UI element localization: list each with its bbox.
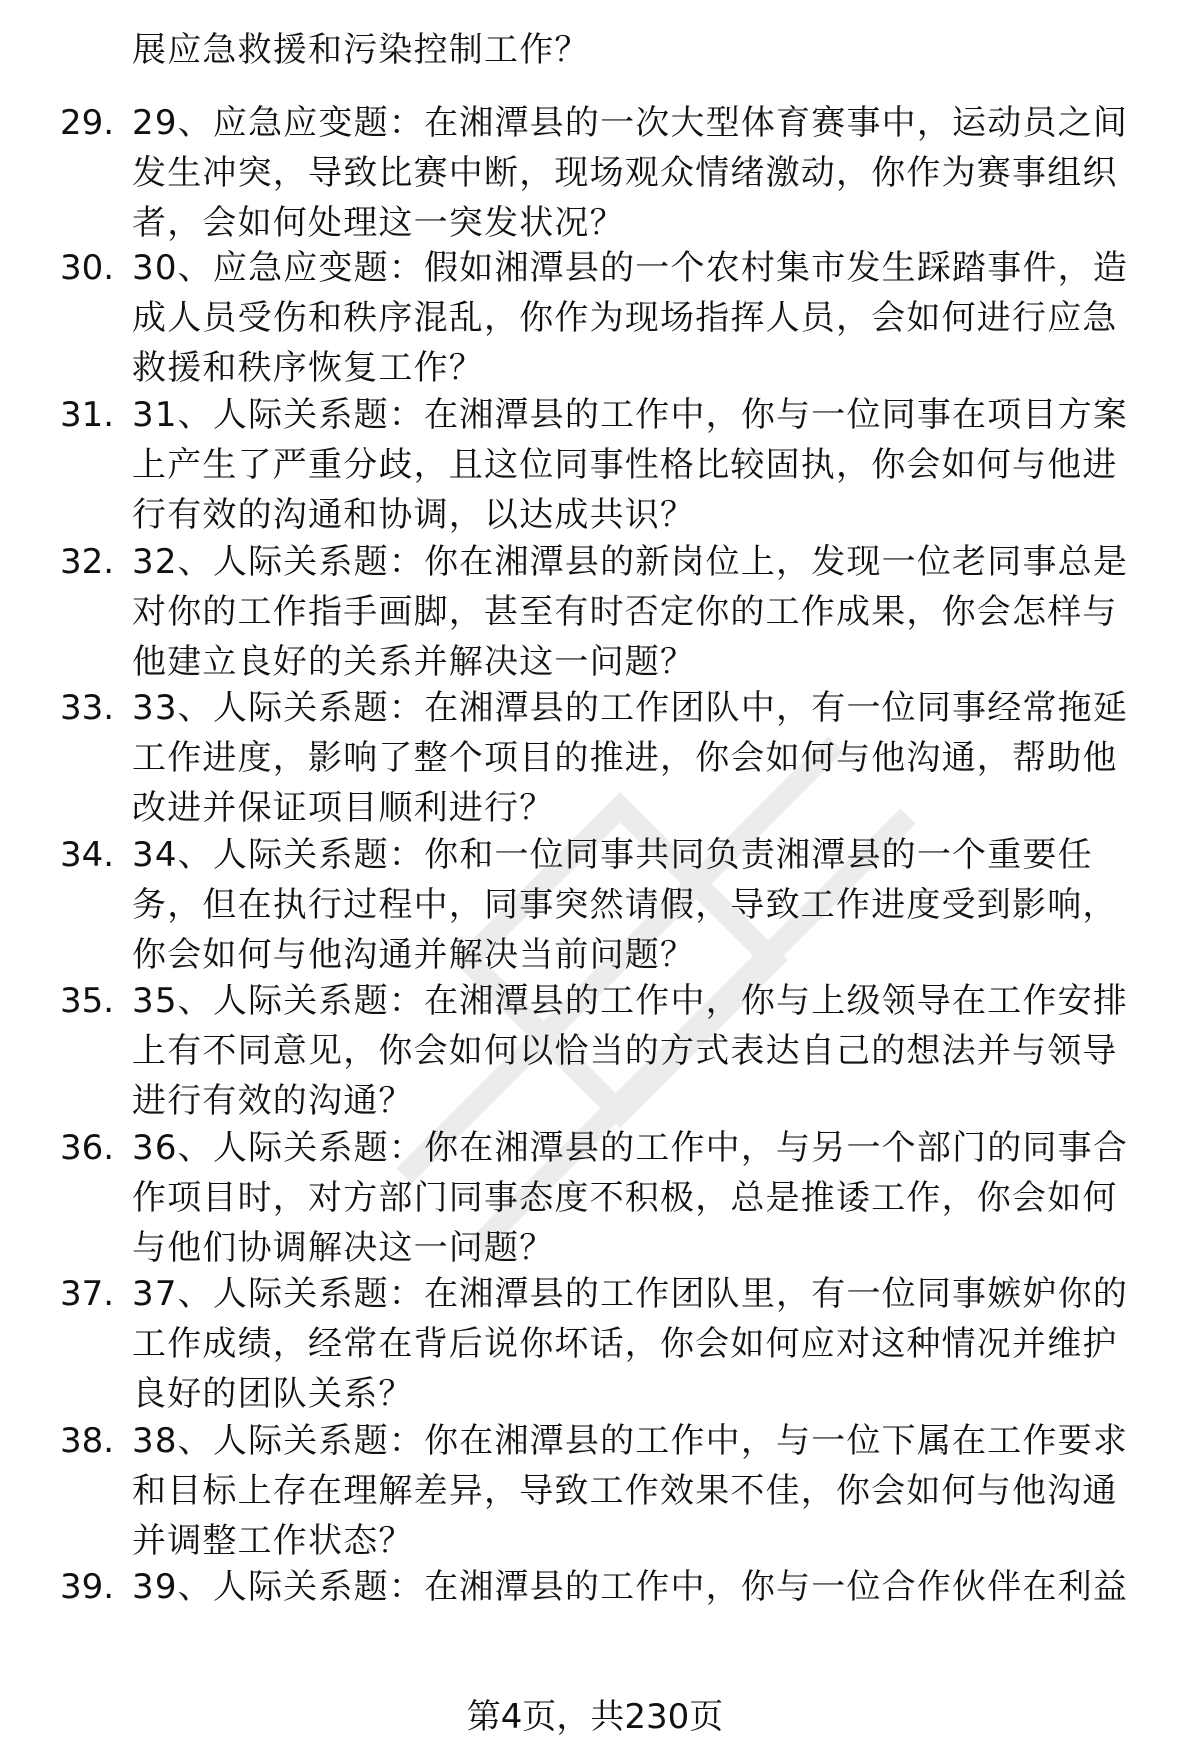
item-text: 35、人际关系题：在湘潭县的工作中，你与上级领导在工作安排上有不同意见，你会如何以恰当的方式表达自己的想法并与领导进行有效的沟通？ [132, 981, 1129, 1121]
item-number: 31. [60, 395, 115, 435]
item-text: 39、人际关系题：在湘潭县的工作中，你与一位合作伙伴在利益 [132, 1567, 1129, 1607]
item-number: 36. [60, 1128, 115, 1168]
item-text: 展应急救援和污染控制工作？ [132, 30, 590, 70]
item-text: 30、应急应变题：假如湘潭县的一个农村集市发生踩踏事件，造成人员受伤和秩序混乱，你作为现场指挥人员，会如何进行应急救援和秩序恢复工作？ [132, 248, 1129, 388]
item-text: 34、人际关系题：你和一位同事共同负责湘潭县的一个重要任务，但在执行过程中，同事突然请假，导致工作进度受到影响，你会如何与他沟通并解决当前问题？ [132, 835, 1118, 975]
item-text: 29、应急应变题：在湘潭县的一次大型体育赛事中，运动员之间发生冲突，导致比赛中断，现场观众情绪激动，你作为赛事组织者，会如何处理这一突发状况？ [132, 103, 1129, 243]
item-text: 37、人际关系题：在湘潭县的工作团队里，有一位同事嫉妒你的工作成绩，经常在背后说你坏话，你会如何应对这种情况并维护良好的团队关系？ [132, 1274, 1129, 1414]
item-text: 32、人际关系题：你在湘潭县的新岗位上，发现一位老同事总是对你的工作指手画脚，甚至有时否定你的工作成果，你会怎样与他建立良好的关系并解决这一问题？ [132, 542, 1129, 682]
item-number: 37. [60, 1274, 115, 1314]
item-text: 36、人际关系题：你在湘潭县的工作中，与另一个部门的同事合作项目时，对方部门同事态度不积极，总是推诿工作，你会如何与他们协调解决这一问题？ [132, 1128, 1129, 1268]
page-number-footer: 第4页，共230页 [466, 1697, 724, 1737]
item-number: 34. [60, 835, 115, 875]
item-text: 38、人际关系题：你在湘潭县的工作中，与一位下属在工作要求和目标上存在理解差异，导致工作效果不佳，你会如何与他沟通并调整工作状态？ [132, 1421, 1129, 1561]
item-number: 35. [60, 981, 115, 1021]
item-number: 30. [60, 248, 115, 288]
item-text: 33、人际关系题：在湘潭县的工作团队中，有一位同事经常拖延工作进度，影响了整个项目的推进，你会如何与他沟通，帮助他改进并保证项目顺利进行？ [132, 688, 1129, 828]
item-number: 38. [60, 1421, 115, 1461]
item-number: 29. [60, 103, 115, 143]
item-number: 33. [60, 688, 115, 728]
item-text: 31、人际关系题：在湘潭县的工作中，你与一位同事在项目方案上产生了严重分歧，且这位同事性格比较固执，你会如何与他进行有效的沟通和协调，以达成共识？ [132, 395, 1129, 535]
item-number: 32. [60, 542, 115, 582]
item-number: 39. [60, 1567, 115, 1607]
